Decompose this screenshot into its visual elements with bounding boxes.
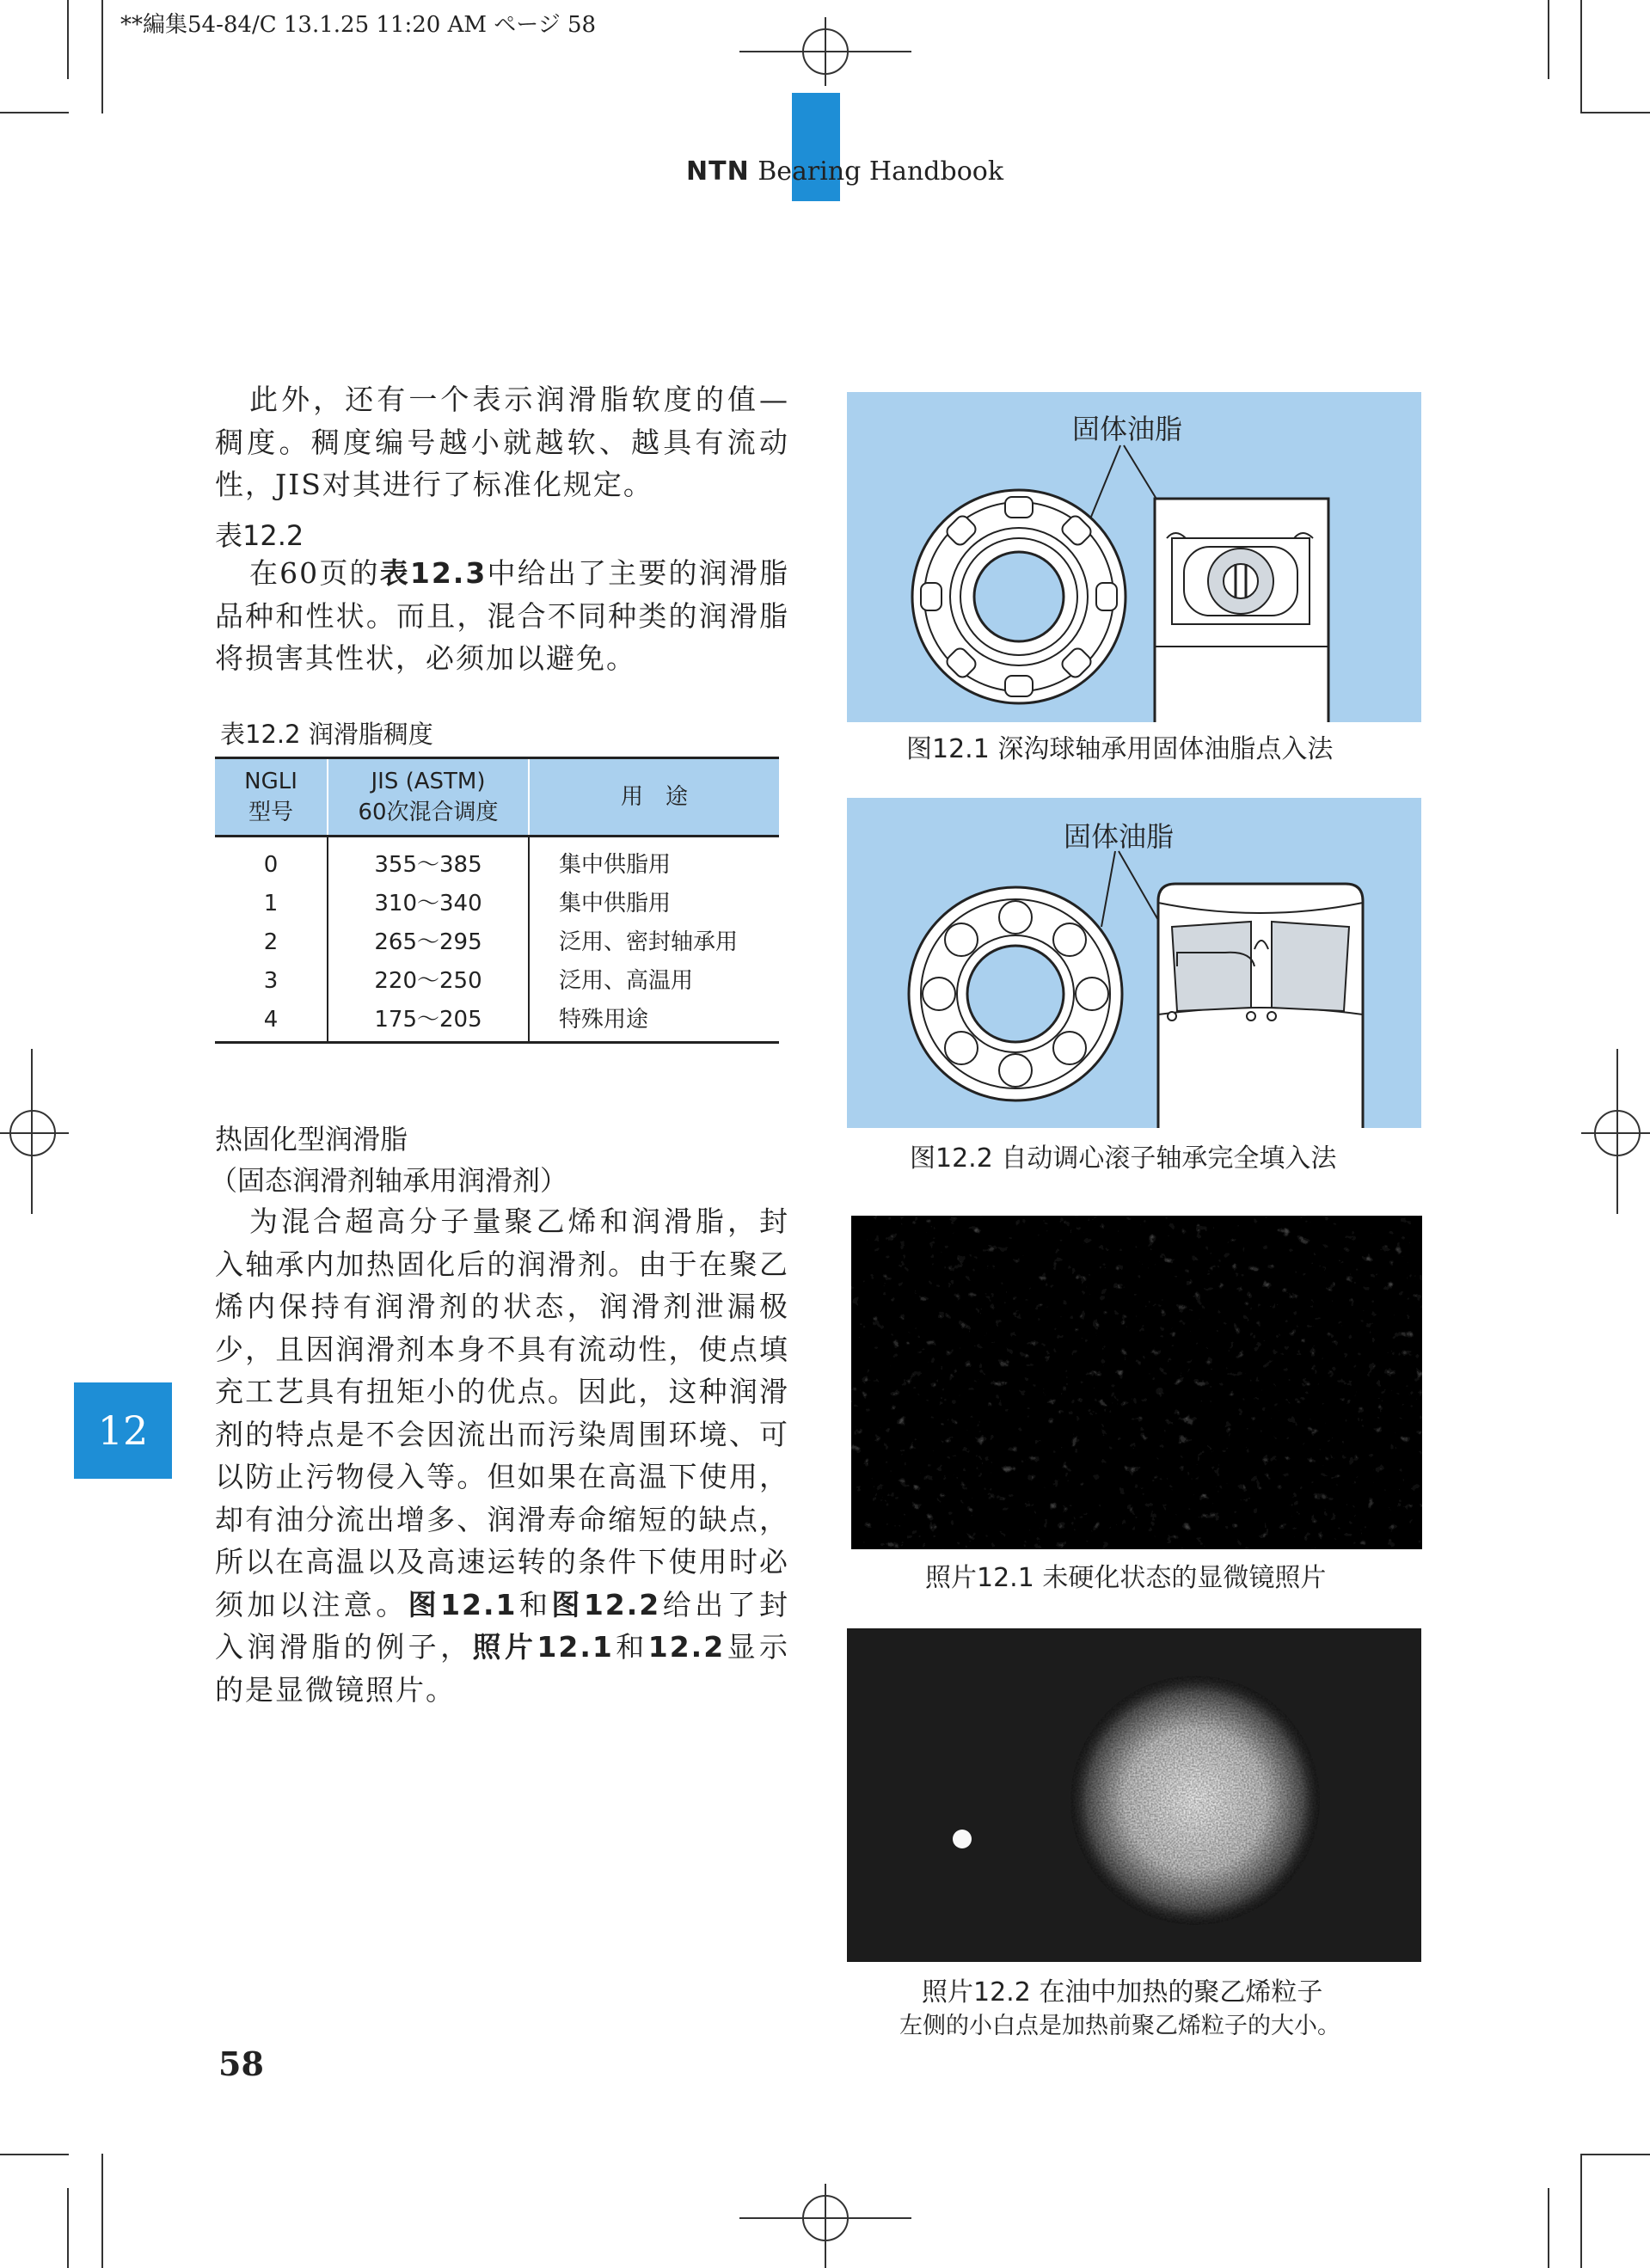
section-subheading: （固态润滑剂轴承用润滑剂）	[210, 1164, 568, 1197]
header-title: Bearing Handbook	[758, 156, 1003, 187]
photo-ref-link[interactable]: 12.2	[647, 1630, 726, 1664]
col-header-jis: JIS (ASTM) 60次混合调度	[328, 758, 529, 837]
photo-2-caption: 照片12.2 在油中加热的聚乙烯粒子	[922, 1977, 1323, 2007]
brand-name: NTN	[686, 156, 750, 187]
photo-2-note: 左侧的小白点是加热前聚乙烯粒子的大小。	[899, 2013, 1340, 2039]
running-header	[686, 156, 1003, 187]
section-heading: 热固化型润滑脂	[215, 1123, 408, 1155]
table-caption: 表12.2 润滑脂稠度	[220, 720, 433, 749]
registration-mark-right	[1581, 1099, 1650, 1168]
figure-ref-link[interactable]: 图12.1	[408, 1587, 518, 1621]
table-row: 2 265～295 泛用、密封轴承用	[215, 923, 779, 962]
section-body: 为混合超高分子量聚乙烯和润滑脂，封入轴承内加热固化后的润滑剂。由于在聚乙烯内保持有润滑剂的状态，润滑剂泄漏极少，且因润滑剂本身不具有流动性，使点填充工艺具有扭矩小的优点。因此，这种润滑剂的特点是不会因流出而污染周围环境、可以防止污物侵入等。但如果在高温下使用，却有油分流出增多、润滑寿命缩短的缺点，所以在高温以及高速运转的条件下使用时必须加以注意。图12.1和图12.2给出了封入润滑脂的例子，照片12.1和12.2显示的是显微镜照片。	[215, 1204, 790, 1707]
figure-ref-link[interactable]: 图12.2	[551, 1587, 661, 1621]
photo-ref-link[interactable]: 照片12.1	[472, 1630, 614, 1664]
figure-1-label: 固体油脂	[1072, 413, 1183, 445]
spherical-roller-bearing-diagram	[847, 798, 1421, 1128]
consistency-table	[215, 757, 779, 1044]
photo-1-caption: 照片12.1 未硬化状态的显微镜照片	[925, 1563, 1327, 1593]
intro-paragraph-2: 在60页的表12.3中给出了主要的润滑脂品种和性状。而且，混合不同种类的润滑脂将损害其性状，必须加以避免。	[215, 556, 789, 675]
col-header-ngli: NGLI 型号	[215, 758, 328, 837]
figure-2-label: 固体油脂	[1064, 820, 1175, 853]
col-header-use: 用 途	[529, 758, 779, 837]
figure-1	[847, 392, 1421, 722]
photo-1-micrograph	[851, 1216, 1422, 1549]
table-row: 1 310～340 集中供脂用	[215, 885, 779, 923]
figure-1-caption: 图12.1 深沟球轴承用固体油脂点入法	[906, 734, 1334, 764]
chapter-tab[interactable]: 12	[74, 1382, 172, 1479]
figure-2	[847, 798, 1421, 1128]
deep-groove-ball-bearing-diagram	[847, 392, 1421, 722]
print-slug: **編集54-84/C 13.1.25 11:20 AM ページ 58	[120, 12, 597, 38]
intro-paragraph-1: 此外，还有一个表示润滑脂软度的值—稠度。稠度编号越小就越软、越具有流动性，JIS对其进行了标准化规定。	[215, 383, 789, 501]
table-row: 4 175～205 特殊用途	[215, 1001, 779, 1043]
registration-mark-left	[0, 1099, 69, 1168]
photo-2-micrograph	[847, 1628, 1421, 1962]
page-number: 58	[218, 2044, 264, 2083]
figure-2-caption: 图12.2 自动调心滚子轴承完全填入法	[910, 1143, 1337, 1174]
table-row: 0 355～385 集中供脂用	[215, 837, 779, 886]
table-ref-link[interactable]: 表12.3	[379, 556, 488, 590]
table-row: 3 220～250 泛用、高温用	[215, 962, 779, 1001]
table-reference-label: 表12.2	[215, 519, 304, 552]
